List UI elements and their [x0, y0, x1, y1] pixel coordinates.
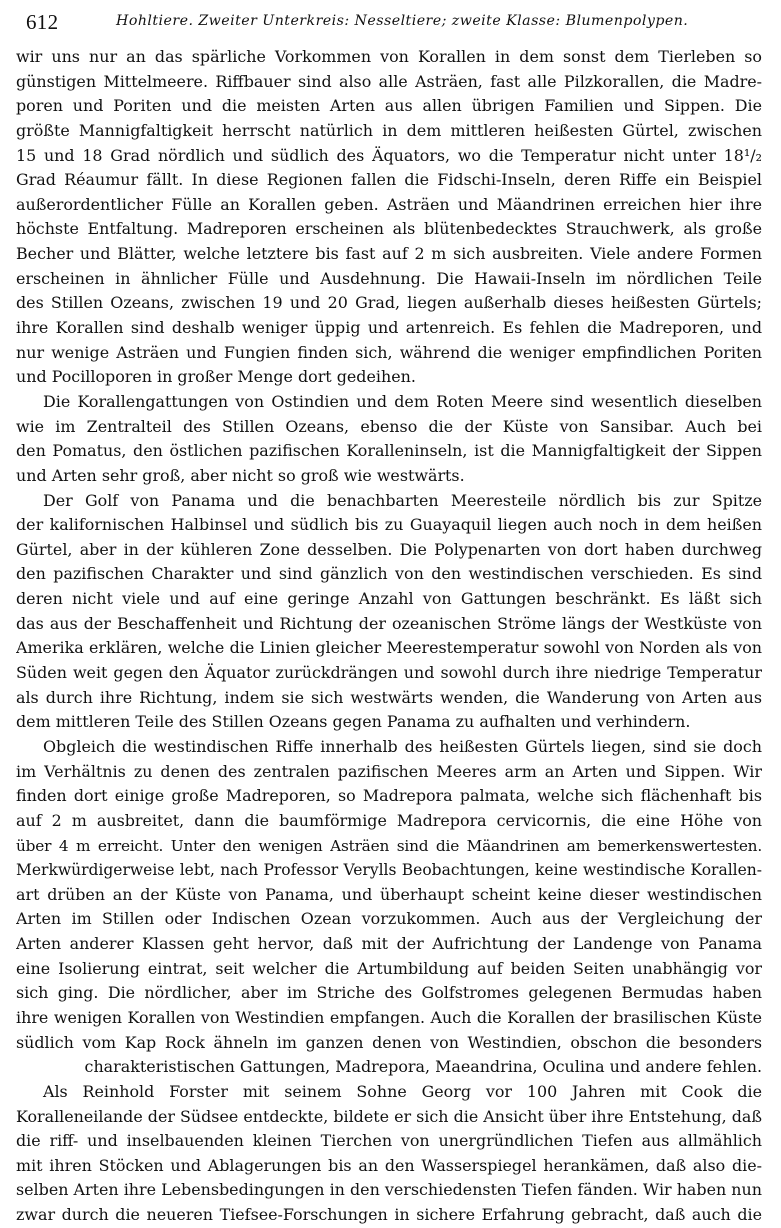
text-line: ihre wenigen Korallen von Westindien empfangen. Auch die Korallen der brasilischen Küste: [16, 1007, 762, 1027]
text-line: poren und Poriten und die meisten Arten aus allen übrigen Familien und Sippen. Die: [16, 96, 762, 116]
text-line: Süden weit gegen den Äquator zurückdrängen und sowohl durch ihre niedrige Temperatur: [16, 663, 762, 683]
paragraph-start-line: Der Golf von Panama und die benachbarten Meeresteile nördlich bis zur Spitze: [43, 490, 762, 510]
text-line: art drüben an der Küste von Panama, und überhaupt scheint keine dieser westindischen: [16, 884, 762, 904]
text-line: das aus der Beschaffenheit und Richtung der ozeanischen Ströme längs der Westküste von: [16, 613, 762, 633]
text-line: und Arten sehr groß, aber nicht so groß wie westwärts.: [16, 465, 465, 485]
text-line: deren nicht viele und auf eine geringe Anzahl von Gattungen beschränkt. Es läßt sich: [16, 589, 762, 609]
text-line: auf 2 m ausbreitet, dann die baumförmige Madrepora cervicornis, die eine Höhe von: [16, 810, 762, 830]
text-line: Merkwürdigerweise lebt, nach Professor Verylls Beobachtungen, keine westindische Korallen-: [16, 861, 762, 880]
text-line: und Pocilloporen in großer Menge dort gedeihen.: [16, 367, 416, 387]
text-line: selben Arten ihre Lebensbedingungen in den verschiedensten Tiefen fänden. Wir haben nun: [16, 1180, 762, 1200]
text-line: den Pomatus, den östlichen pazifischen Koralleninseln, ist die Mannigfaltigkeit der Sippen: [16, 441, 762, 461]
text-line: mit ihren Stöcken und Ablagerungen bis an den Wasserspiegel herankämen, daß also die-: [16, 1155, 762, 1175]
text-line: Grad Réaumur fällt. In diese Regionen fallen die Fidschi-Inseln, deren Riffe ein Beispiel: [16, 170, 762, 190]
text-line: finden dort einige große Madreporen, so Madrepora palmata, welche sich flächenhaft bis: [16, 786, 762, 806]
text-line: die riff- und inselbauenden kleinen Tierchen von unergründlichen Tiefen aus allmählich: [16, 1131, 762, 1151]
text-line: Becher und Blätter, welche letztere bis fast auf 2 m sich ausbreiten. Viele andere Formen: [16, 244, 762, 264]
text-line: südlich vom Kap Rock ähneln im ganzen denen von Westindien, obschon die besonders: [16, 1032, 762, 1052]
text-line: höchste Entfaltung. Madreporen erscheinen als blütenbedecktes Strauchwerk, als große: [16, 219, 762, 239]
body-text: [16, 45, 762, 1228]
text-line: nur wenige Asträen und Fungien finden sich, während die weniger empfindlichen Poriten: [16, 342, 762, 362]
text-line: eine Isolierung eintrat, seit welcher die Artumbildung auf beiden Seiten unabhängig vor: [16, 958, 762, 978]
page-header: [26, 6, 761, 32]
text-line: dem mittleren Teile des Stillen Ozeans gegen Panama zu aufhalten und verhindern.: [16, 712, 691, 732]
text-line: 15 und 18 Grad nördlich und südlich des Äquators, wo die Temperatur nicht unter 18¹/₂: [16, 145, 762, 165]
text-line: Arten im Stillen oder Indischen Ozean vorzukommen. Auch aus der Vergleichung der: [16, 909, 762, 929]
text-line: den pazifischen Charakter und sind gänzlich von den westindischen verschieden. Es sind: [16, 564, 762, 584]
text-line: sich ging. Die nördlicher, aber im Striche des Golfstromes gelegenen Bermudas haben: [16, 983, 762, 1003]
paragraph-start-line: Als Reinhold Forster mit seinem Sohne Georg vor 100 Jahren mit Cook die: [43, 1081, 762, 1101]
text-line: wir uns nur an das spärliche Vorkommen von Korallen in dem sonst dem Tierleben so: [16, 47, 762, 66]
text-line: Koralleneilande der Südsee entdeckte, bildete er sich die Ansicht über ihre Entstehung, daß: [16, 1106, 762, 1126]
text-line: erscheinen in ähnlicher Fülle und Ausdehnung. Die Hawaii-Inseln im nördlichen Teile: [16, 268, 762, 288]
text-line: ihre Korallen sind deshalb weniger üppig und artenreich. Es fehlen die Madreporen, und: [16, 318, 762, 338]
text-line: als durch ihre Richtung, indem sie sich westwärts wenden, die Wanderung von Arten aus: [16, 687, 762, 707]
text-line: über 4 m erreicht. Unter den wenigen Asträen sind die Mäandrinen am bemerkenswertesten.: [16, 836, 762, 855]
text-line: wie im Zentralteil des Stillen Ozeans, ebenso die der Küste von Sansibar. Auch bei: [16, 416, 762, 436]
text-line: im Verhältnis zu denen des zentralen pazifischen Meeres arm an Arten und Sippen. Wir: [16, 761, 762, 781]
text-line: größte Mannigfaltigkeit herrscht natürlich in dem mittleren heißesten Gürtel, zwischen: [16, 120, 762, 140]
text-line: Amerika erklären, welche die Linien gleicher Meerestemperatur sowohl von Norden als von: [16, 638, 762, 658]
text-line: günstigen Mittelmeere. Riffbauer sind also alle Asträen, fast alle Pilzkorallen, die Madre-: [16, 71, 762, 91]
text-line: der kalifornischen Halbinsel und südlich bis zu Guayaquil liegen auch noch in dem heißen: [16, 515, 762, 535]
paragraph-start-line: Die Korallengattungen von Ostindien und dem Roten Meere sind wesentlich dieselben: [43, 391, 762, 411]
text-line: charakteristischen Gattungen, Madrepora, Maeandrina, Oculina und andere fehlen.: [84, 1057, 762, 1077]
text-line: zwar durch die neueren Tiefsee-Forschungen in sichere Erfahrung gebracht, daß auch die: [16, 1205, 762, 1225]
text-line: des Stillen Ozeans, zwischen 19 und 20 Grad, liegen außerhalb dieses heißesten Gürtels;: [16, 293, 762, 313]
text-line: Gürtel, aber in der kühleren Zone desselben. Die Polypenarten von dort haben durchweg: [16, 539, 762, 559]
running-head: Hohltiere. Zweiter Unterkreis: Nesseltiere; zweite Klasse: Blumenpolypen.: [116, 13, 689, 29]
paragraph-start-line: Obgleich die westindischen Riffe innerhalb des heißesten Gürtels liegen, sind sie doch: [43, 736, 762, 756]
text-line: Arten anderer Klassen geht hervor, daß mit der Aufrichtung der Landenge von Panama: [16, 934, 762, 954]
text-line: außerordentlicher Fülle an Korallen geben. Asträen und Mäandrinen erreichen hier ihre: [16, 194, 762, 214]
page-number: 612: [26, 10, 59, 34]
